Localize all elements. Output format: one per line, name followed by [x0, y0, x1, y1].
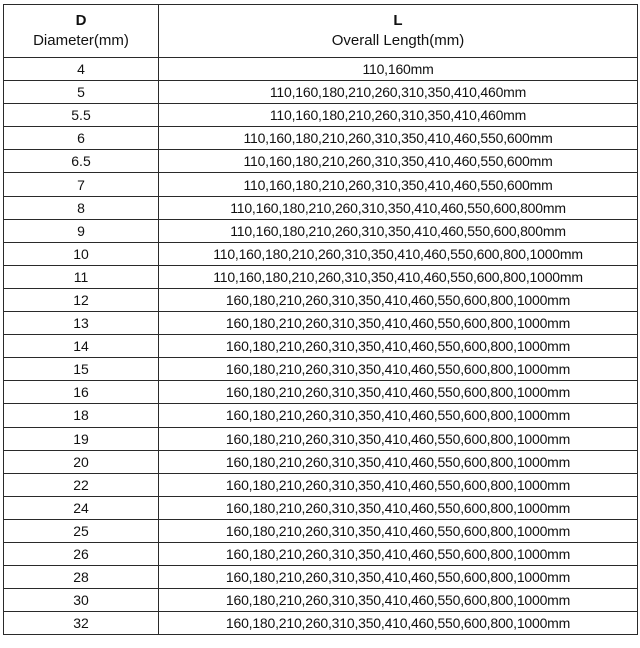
length-cell: 160,180,210,260,310,350,410,460,550,600,800,1000mm — [159, 312, 638, 335]
length-cell: 160,180,210,260,310,350,410,460,550,600,800,1000mm — [159, 519, 638, 542]
length-cell: 160,180,210,260,310,350,410,460,550,600,800,1000mm — [159, 589, 638, 612]
diameter-cell: 24 — [4, 496, 159, 519]
table-row — [4, 335, 638, 358]
diameter-cell: 8 — [4, 196, 159, 219]
size-spec-table — [3, 4, 638, 635]
length-cell: 160,180,210,260,310,350,410,460,550,600,800,1000mm — [159, 612, 638, 635]
diameter-cell: 26 — [4, 542, 159, 565]
table-row — [4, 450, 638, 473]
table-row — [4, 242, 638, 265]
header-length-label: Overall Length(mm) — [331, 32, 465, 49]
diameter-cell: 13 — [4, 312, 159, 335]
diameter-cell: 6.5 — [4, 150, 159, 173]
header-row — [4, 5, 638, 58]
length-cell: 160,180,210,260,310,350,410,460,550,600,800,1000mm — [159, 542, 638, 565]
table-row — [4, 81, 638, 104]
table-row — [4, 219, 638, 242]
diameter-cell: 32 — [4, 612, 159, 635]
table-body — [4, 58, 638, 635]
header-length — [159, 5, 638, 58]
length-cell: 110,160mm — [159, 58, 638, 81]
table-row — [4, 542, 638, 565]
header-diameter-label: Diameter(mm) — [33, 32, 129, 49]
length-cell: 160,180,210,260,310,350,410,460,550,600,800,1000mm — [159, 358, 638, 381]
table-row — [4, 265, 638, 288]
length-cell: 110,160,180,210,260,310,350,410,460mm — [159, 81, 638, 104]
length-cell: 110,160,180,210,260,310,350,410,460,550,600mm — [159, 127, 638, 150]
length-cell: 110,160,180,210,260,310,350,410,460,550,600,800,1000mm — [159, 265, 638, 288]
table-row — [4, 381, 638, 404]
diameter-cell: 7 — [4, 173, 159, 196]
diameter-cell: 19 — [4, 427, 159, 450]
diameter-cell: 12 — [4, 288, 159, 311]
table-row — [4, 312, 638, 335]
diameter-cell: 20 — [4, 450, 159, 473]
table-row — [4, 196, 638, 219]
length-cell: 160,180,210,260,310,350,410,460,550,600,800,1000mm — [159, 450, 638, 473]
table-row — [4, 104, 638, 127]
length-cell: 110,160,180,210,260,310,350,410,460,550,600,800,1000mm — [159, 242, 638, 265]
length-cell: 110,160,180,210,260,310,350,410,460,550,600,800mm — [159, 196, 638, 219]
table-row — [4, 473, 638, 496]
diameter-cell: 6 — [4, 127, 159, 150]
diameter-cell: 15 — [4, 358, 159, 381]
table-row — [4, 612, 638, 635]
diameter-cell: 11 — [4, 265, 159, 288]
length-cell: 160,180,210,260,310,350,410,460,550,600,800,1000mm — [159, 404, 638, 427]
diameter-cell: 25 — [4, 519, 159, 542]
diameter-cell: 10 — [4, 242, 159, 265]
table-row — [4, 288, 638, 311]
diameter-cell: 30 — [4, 589, 159, 612]
header-diameter-symbol: D — [75, 12, 87, 29]
diameter-cell: 5 — [4, 81, 159, 104]
diameter-cell: 5.5 — [4, 104, 159, 127]
length-cell: 160,180,210,260,310,350,410,460,550,600,800,1000mm — [159, 288, 638, 311]
table-header — [4, 5, 638, 58]
length-cell: 110,160,180,210,260,310,350,410,460,550,600,800mm — [159, 219, 638, 242]
table-row — [4, 358, 638, 381]
table-row — [4, 589, 638, 612]
diameter-cell: 18 — [4, 404, 159, 427]
table-row — [4, 427, 638, 450]
header-diameter — [4, 5, 159, 58]
length-cell: 160,180,210,260,310,350,410,460,550,600,800,1000mm — [159, 427, 638, 450]
table-row — [4, 127, 638, 150]
length-cell: 110,160,180,210,260,310,350,410,460mm — [159, 104, 638, 127]
table-row — [4, 58, 638, 81]
header-length-symbol: L — [393, 12, 403, 29]
length-cell: 160,180,210,260,310,350,410,460,550,600,800,1000mm — [159, 335, 638, 358]
length-cell: 160,180,210,260,310,350,410,460,550,600,800,1000mm — [159, 473, 638, 496]
diameter-cell: 4 — [4, 58, 159, 81]
table-row — [4, 150, 638, 173]
diameter-cell: 9 — [4, 219, 159, 242]
length-cell: 160,180,210,260,310,350,410,460,550,600,800,1000mm — [159, 381, 638, 404]
diameter-cell: 16 — [4, 381, 159, 404]
diameter-cell: 22 — [4, 473, 159, 496]
table-row — [4, 566, 638, 589]
length-cell: 160,180,210,260,310,350,410,460,550,600,800,1000mm — [159, 496, 638, 519]
spec-table-container — [3, 4, 637, 646]
length-cell: 110,160,180,210,260,310,350,410,460,550,600mm — [159, 150, 638, 173]
table-row — [4, 496, 638, 519]
length-cell: 160,180,210,260,310,350,410,460,550,600,800,1000mm — [159, 566, 638, 589]
table-row — [4, 519, 638, 542]
diameter-cell: 14 — [4, 335, 159, 358]
length-cell: 110,160,180,210,260,310,350,410,460,550,600mm — [159, 173, 638, 196]
diameter-cell: 28 — [4, 566, 159, 589]
table-row — [4, 404, 638, 427]
table-row — [4, 173, 638, 196]
